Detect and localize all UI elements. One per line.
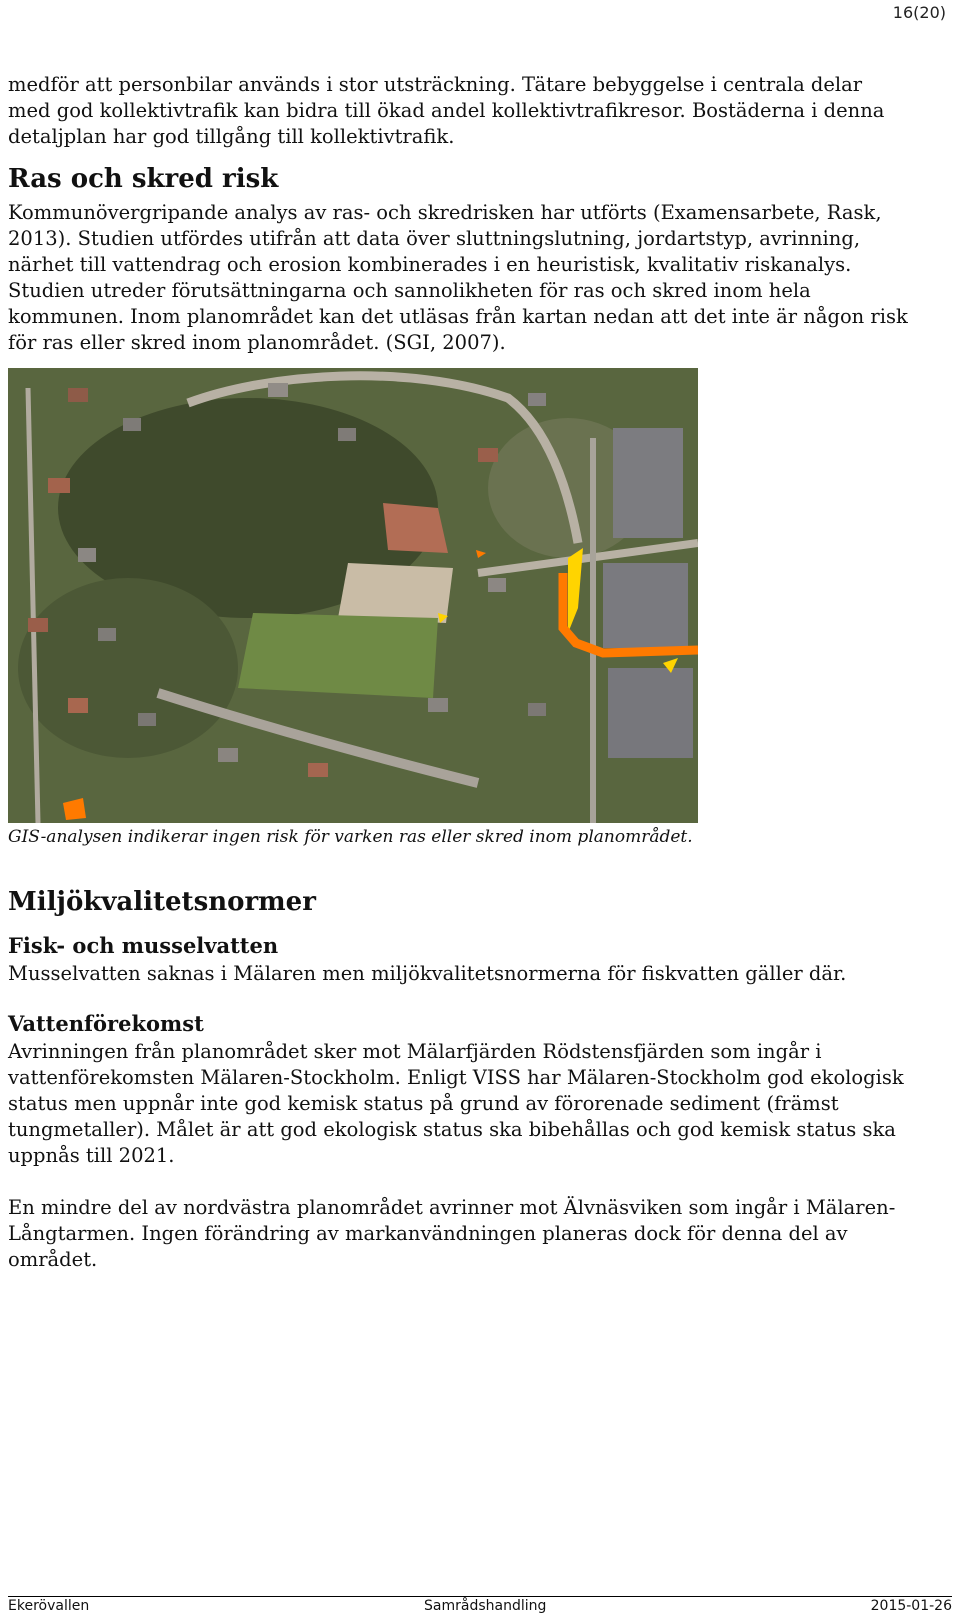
footer-date: 2015-01-26	[870, 1598, 952, 1614]
vatten-paragraph-1: Avrinningen från planområdet sker mot Mälarfjärden Rödstensfjärden som ingår i vattenförekomsten Mälaren-Stockholm. Enligt VISS har Mälaren-Stockholm god ekologisk status men uppnår inte god kemisk status på grund av förorenade sediment (främst tungmetaller). Målet är att god ekologisk status ska bibehållas och god kemisk status ska uppnås till 2021.	[8, 1040, 904, 1167]
page-footer	[8, 1596, 952, 1614]
footer-project: Ekerövallen	[8, 1598, 90, 1614]
section-heading-ras: Ras och skred risk	[8, 164, 279, 194]
subheading-fisk: Fisk- och musselvatten	[8, 933, 279, 958]
page-number: 16(20)	[892, 3, 946, 22]
paragraph-spacer	[8, 1169, 908, 1195]
aerial-risk-map	[8, 368, 698, 823]
document-body	[8, 72, 908, 1273]
subheading-vatten: Vattenförekomst	[8, 1011, 204, 1036]
ras-paragraph: Kommunövergripande analys av ras- och skredrisken har utförts (Examensarbete, Rask, 2013). Studien utfördes utifrån att data över sluttningslutning, jordartstyp, avrinning, närhet till vattendrag och erosion kombinerades i en heuristisk, kvalitativ riskanalys. Studien utreder förutsättningarna och sannolikheten för ras och skred inom hela kommunen. Inom planområdet kan det utläsas från kartan nedan att det inte är någon risk för ras eller skred inom planområdet. (SGI, 2007).	[8, 201, 908, 354]
fisk-paragraph: Musselvatten saknas i Mälaren men miljökvalitetsnormerna för fiskvatten gäller där.	[8, 962, 847, 985]
map-caption: GIS-analysen indikerar ingen risk för varken ras eller skred inom planområdet.	[8, 827, 693, 847]
intro-paragraph: medför att personbilar används i stor utsträckning. Tätare bebyggelse i centrala delar med god kollektivtrafik kan bidra till ökad andel kollektivtrafikresor. Bostäderna i denna detaljplan har god tillgång till kollektivtrafik.	[8, 73, 885, 148]
footer-doctype: Samrådshandling	[424, 1598, 547, 1614]
vatten-paragraph-2: En mindre del av nordvästra planområdet avrinner mot Älvnäsviken som ingår i Mälaren-Långtarmen. Ingen förändring av markanvändningen planeras dock för denna del av området.	[8, 1196, 896, 1271]
section-heading-miljo: Miljökvalitetsnormer	[8, 887, 316, 917]
aerial-photo-illustration	[8, 368, 698, 823]
